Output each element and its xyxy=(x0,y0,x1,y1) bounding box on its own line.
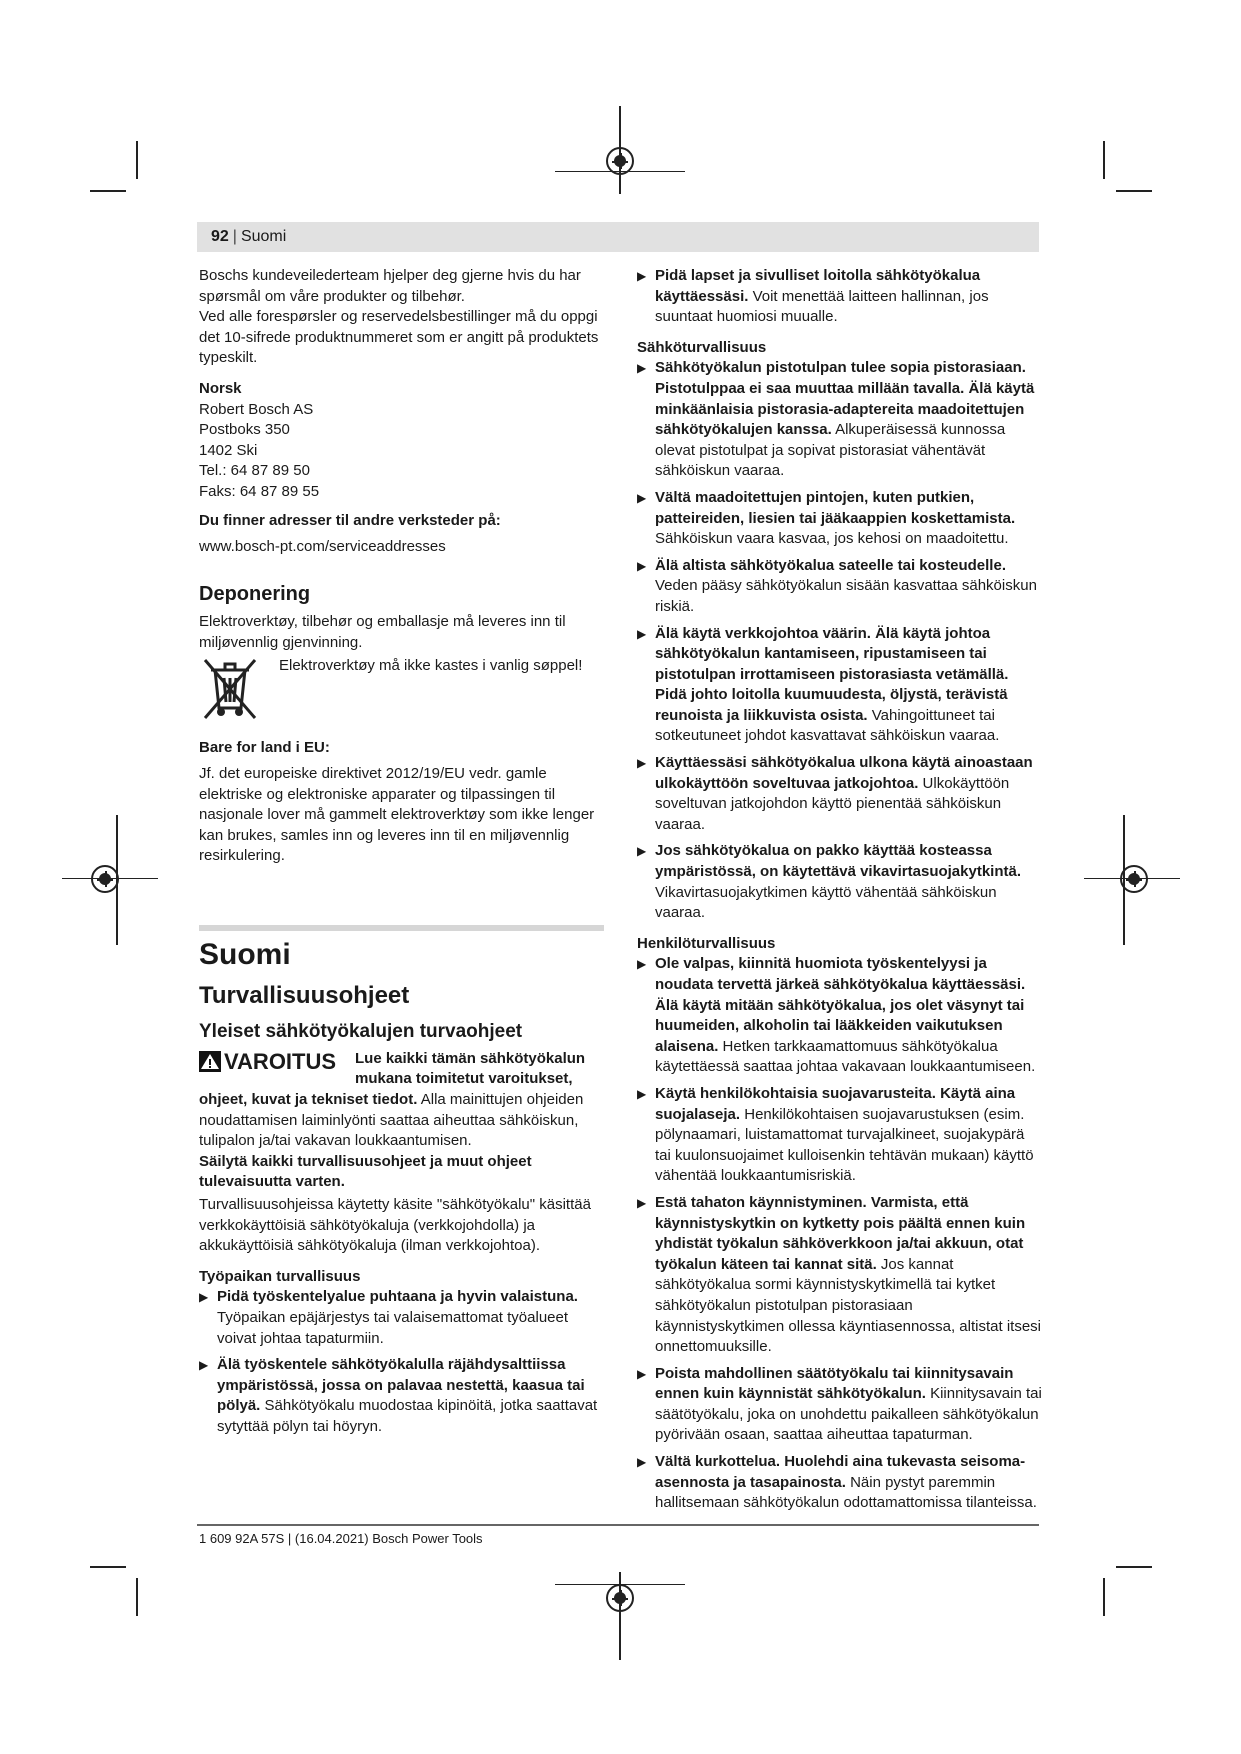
list-item xyxy=(637,841,1042,923)
list-item xyxy=(637,1084,1042,1187)
list-item xyxy=(637,1193,1042,1358)
registration-target-icon xyxy=(606,1584,634,1612)
bullet-arrow-icon: ▶ xyxy=(637,756,647,771)
list-item xyxy=(637,266,1042,328)
bullet-arrow-icon: ▶ xyxy=(637,361,647,376)
item-bold: Ole valpas, kiinnitä huomiota työskentelyysi ja noudata tervettä järkeä sähkötyökalua käyttäessäsi. Älä käytä mitään sähkötyökalua, jos olet väsynyt tai huumeiden, alkoholin tai lääkkeiden vaikutuksen alaisena. xyxy=(655,955,1026,1055)
item-text: Veden pääsy sähkötyökalun sisään kasvattaa sähköiskun riskiä. xyxy=(655,577,1037,615)
list-item xyxy=(637,556,1042,618)
list-item xyxy=(637,1364,1042,1446)
footer-rule xyxy=(197,1524,1039,1526)
deponering-text: Elektroverktøy, tilbehør og emballasje må leveres inn til miljøvennlig gjenvinning. xyxy=(199,613,566,651)
page-footer: 1 609 92A 57S | (16.04.2021) Bosch Power Tools xyxy=(199,1531,483,1546)
item-text: Alkuperäisessä kunnossa olevat pistotulpat ja sopivat pistorasiat vähentävät sähköiskun vaaraa. xyxy=(655,421,1006,480)
address-line: Tel.: 64 87 89 50 xyxy=(199,462,310,480)
workplace-list xyxy=(199,1287,604,1437)
intro-paragraph: Ved alle forespørsler og reservedelsbestillinger må du oppgi det 10-sifrede produktnummeret som er angitt på produktets typeskilt. xyxy=(199,308,599,367)
weee-notice xyxy=(199,656,604,722)
item-text: Vikavirtasuojakytkimen käyttö vähentää sähköiskun vaaraa. xyxy=(655,883,997,922)
intro-paragraph: Boschs kundeveilederteam hjelper deg gjerne hvis du har spørsmål om våre produkter og tilbehør. xyxy=(199,267,581,305)
item-text: Ulkokäyttöön soveltuvan jatkojohdon käyttö pienentää sähköiskun vaaraa. xyxy=(655,774,1010,833)
header-section: Suomi xyxy=(240,228,287,245)
item-bold: Älä työskentele sähkötyökalulla räjähdysalttiissa ympäristössä, jossa on palavaa nestettä, kaasua tai pölyä. xyxy=(217,1356,585,1415)
item-bold: Jos sähkötyökalua on pakko käyttää kosteassa ympäristössä, on käytettävä vikavirtasuojakytkintä. xyxy=(655,842,1022,881)
crop-mark xyxy=(136,1578,138,1616)
norsk-heading: Norsk xyxy=(199,379,242,397)
bullet-arrow-icon: ▶ xyxy=(199,1358,209,1373)
bullet-arrow-icon: ▶ xyxy=(637,490,647,505)
registration-target-icon xyxy=(1120,865,1148,893)
address-line: 1402 Ski xyxy=(199,441,258,459)
item-bold: Vältä maadoitettujen pintojen, kuten putkien, patteireiden, liesien tai jääkaappien koskettamista. xyxy=(655,488,1016,527)
eu-heading: Bare for land i EU: xyxy=(199,738,330,756)
list-item xyxy=(199,1287,604,1349)
list-item xyxy=(637,624,1042,748)
registration-target-icon xyxy=(91,865,119,893)
personal-safety-heading: Henkilöturvallisuus xyxy=(637,934,776,952)
dealers-url[interactable]: www.bosch-pt.com/serviceaddresses xyxy=(199,538,446,556)
dealers-heading: Du finner adresser til andre verksteder på: xyxy=(199,511,501,529)
crop-mark xyxy=(90,1566,126,1568)
crop-mark xyxy=(1116,1566,1152,1568)
bullet-arrow-icon: ▶ xyxy=(637,626,647,641)
crop-mark xyxy=(1103,1578,1105,1616)
address-line: Robert Bosch AS xyxy=(199,400,314,418)
list-item xyxy=(199,1355,604,1437)
item-text: Jos kannat sähkötyökalua sormi käynnistyskytkimellä tai kytket sähkötyökalun pistotulpan pistorasiaan käynnistyskytkimen ollessa käyntiasennossa, altistat itsesi onnettomuuksille. xyxy=(655,1255,1042,1356)
term-definition: Turvallisuusohjeissa käytetty käsite "sähkötyökalu" käsittää verkkokäyttöisiä sähkötyökaluja (verkkojohdolla) ja akkukäyttöisiä sähkötyökaluja (ilman verkkojohtoa). xyxy=(199,1196,591,1255)
address-block xyxy=(199,400,604,503)
list-item xyxy=(637,358,1042,482)
item-text: Voit menettää laitteen hallinnan, jos suuntaat huomiosi muualle. xyxy=(655,287,989,326)
right-column xyxy=(637,266,1042,1514)
crossed-out-bin-icon xyxy=(199,656,261,722)
item-text: Vahingoittuneet tai sotkeutuneet johdot kasvattavat sähköiskun vaaraa. xyxy=(655,706,1000,745)
warning-text: Alla mainittujen ohjeiden noudattamisen laiminlyönti saattaa aiheuttaa sähköiskun, tulipalon ja/tai vakavan loukkaantumisen. xyxy=(199,1091,584,1150)
item-bold: Älä käytä verkkojohtoa väärin. Älä käytä johtoa sähkötyökalun kantamiseen, ripustamiseen tai pistotulpan irrottamiseen pistorasiasta vetämällä. Pidä johto loitolla kuumuudesta, öljystä, terävistä reunoista ja liikkuvista osista. xyxy=(655,624,1009,724)
warning-triangle-icon xyxy=(199,1051,221,1072)
left-column xyxy=(199,266,604,1438)
deponering-heading: Deponering xyxy=(199,582,311,605)
list-item xyxy=(637,1452,1042,1514)
bullet-arrow-icon: ▶ xyxy=(637,957,647,972)
save-instructions: Säilytä kaikki turvallisuusohjeet ja muut ohjeet tulevaisuutta varten. xyxy=(199,1152,532,1191)
list-item xyxy=(637,488,1042,550)
item-bold: Pidä työskentelyalue puhtaana ja hyvin valaistuna. xyxy=(217,1288,578,1306)
address-line: Postboks 350 xyxy=(199,421,290,439)
item-bold: Poista mahdollinen säätötyökalu tai kiinnitysavain ennen kuin käynnistät sähkötyökalun. xyxy=(655,1364,1014,1403)
electric-safety-heading: Sähköturvallisuus xyxy=(637,338,767,356)
item-bold: Vältä kurkottelua. Huolehdi aina tukevasta seisoma-asennosta ja tasapainosta. xyxy=(655,1453,1026,1491)
workplace-heading: Työpaikan turvallisuus xyxy=(199,1267,361,1285)
bullet-arrow-icon: ▶ xyxy=(199,1290,209,1305)
item-bold: Estä tahaton käynnistyminen. Varmista, että käynnistyskytkin on kytketty pois päältä ennen kuin yhdistät työkalun sähköverkkoon ja/tai akkuun, otat työkalun käteen tai kannat sitä. xyxy=(655,1193,1026,1273)
item-bold: Käyttäessäsi sähkötyökalua ulkona käytä ainoastaan ulkokäyttöön soveltuvaa jatkojohtoa. xyxy=(655,754,1033,792)
list-item xyxy=(637,753,1042,835)
electric-safety-list xyxy=(637,358,1042,923)
bullet-arrow-icon: ▶ xyxy=(637,558,647,573)
crop-mark xyxy=(136,141,138,179)
item-text: Hetken tarkkaamattomuus sähkötyökalua käytettäessä saattaa johtaa vakavaan loukkaantumiseen. xyxy=(655,1037,1036,1076)
header-separator: | xyxy=(232,228,237,245)
item-text: Kiinnitysavain tai säätötyökalu, joka on unohdettu paikalleen sähkötyökalun pyörivään osaan, saattaa aiheuttaa tapaturman. xyxy=(655,1385,1042,1444)
continued-list xyxy=(637,266,1042,328)
registration-target-icon xyxy=(606,147,634,175)
crop-mark xyxy=(90,190,126,192)
bullet-arrow-icon: ▶ xyxy=(637,1195,647,1210)
weee-text: Elektroverktøy må ikke kastes i vanlig søppel! xyxy=(279,656,583,674)
warning-bold: Lue kaikki tämän sähkötyökalun mukana toimitetut varoitukset, ohjeet, kuvat ja tekniset tiedot. xyxy=(199,1049,586,1109)
page-header xyxy=(197,222,1039,252)
suomi-heading: Suomi xyxy=(199,938,291,972)
personal-safety-list xyxy=(637,954,1042,1513)
warning-label: VAROITUS xyxy=(224,1048,337,1074)
bullet-arrow-icon: ▶ xyxy=(637,844,647,859)
page-number: 92 xyxy=(211,228,229,245)
item-text: Henkilökohtaisen suojavarustuksen (esim. pölynaamari, luistamattomat turvajalkineet, suojakypärä tai kuulonsuojaimet kulloisenkin tehtävän mukaan) käyttö vähentää loukkaantumisriskiä. xyxy=(655,1105,1034,1185)
item-bold: Älä altista sähkötyökalua sateelle tai kosteudelle. xyxy=(655,556,1006,574)
item-bold: Sähkötyökalun pistotulpan tulee sopia pistorasiaan. Pistotulppaa ei saa muuttaa millään tavalla. Älä käytä minkäänlaisia pistorasia-adaptereita maadoitettujen sähkötyökalujen kanssa. xyxy=(655,359,1035,439)
item-text: Sähköiskun vaara kasvaa, jos kehosi on maadoitettu. xyxy=(655,530,1009,548)
bullet-arrow-icon: ▶ xyxy=(637,1086,647,1101)
eu-text: Jf. det europeiske direktivet 2012/19/EU vedr. gamle elektriske og elektroniske apparater og tilpassingen til nasjonale lover må gammelt elektroverktøy som ikke lenger kan brukes, samles inn og leveres inn til en miljøvennlig resirkulering. xyxy=(199,765,595,865)
bullet-arrow-icon: ▶ xyxy=(637,269,647,283)
crop-mark xyxy=(1103,141,1105,179)
list-item xyxy=(637,954,1042,1078)
bullet-arrow-icon: ▶ xyxy=(637,1455,647,1470)
section-divider xyxy=(199,925,604,931)
item-bold: Käytä henkilökohtaisia suojavarusteita. Käytä aina suojalaseja. xyxy=(655,1084,1016,1123)
item-text: Työpaikan epäjärjestys tai valaisemattomat työalueet voivat johtaa tapaturmiin. xyxy=(217,1308,569,1347)
item-text: Näin pystyt paremmin hallitsemaan sähkötyökalun odottamattomissa tilanteissa. xyxy=(655,1473,1037,1512)
warning-label-box xyxy=(199,1049,355,1075)
address-line: Faks: 64 87 89 55 xyxy=(199,482,320,500)
general-safety-heading: Yleiset sähkötyökalujen turvaohjeet xyxy=(199,1021,523,1043)
item-text: Sähkötyökalu muodostaa kipinöitä, jotka saattavat sytyttää pölyn tai höyryn. xyxy=(217,1397,598,1435)
bullet-arrow-icon: ▶ xyxy=(637,1366,647,1381)
item-bold: Pidä lapset ja sivulliset loitolla sähkötyökalua käyttäessäsi. xyxy=(655,267,981,305)
warning-block xyxy=(199,1049,604,1152)
turvallisuusohjeet-heading: Turvallisuusohjeet xyxy=(199,981,410,1009)
crop-mark xyxy=(1116,190,1152,192)
